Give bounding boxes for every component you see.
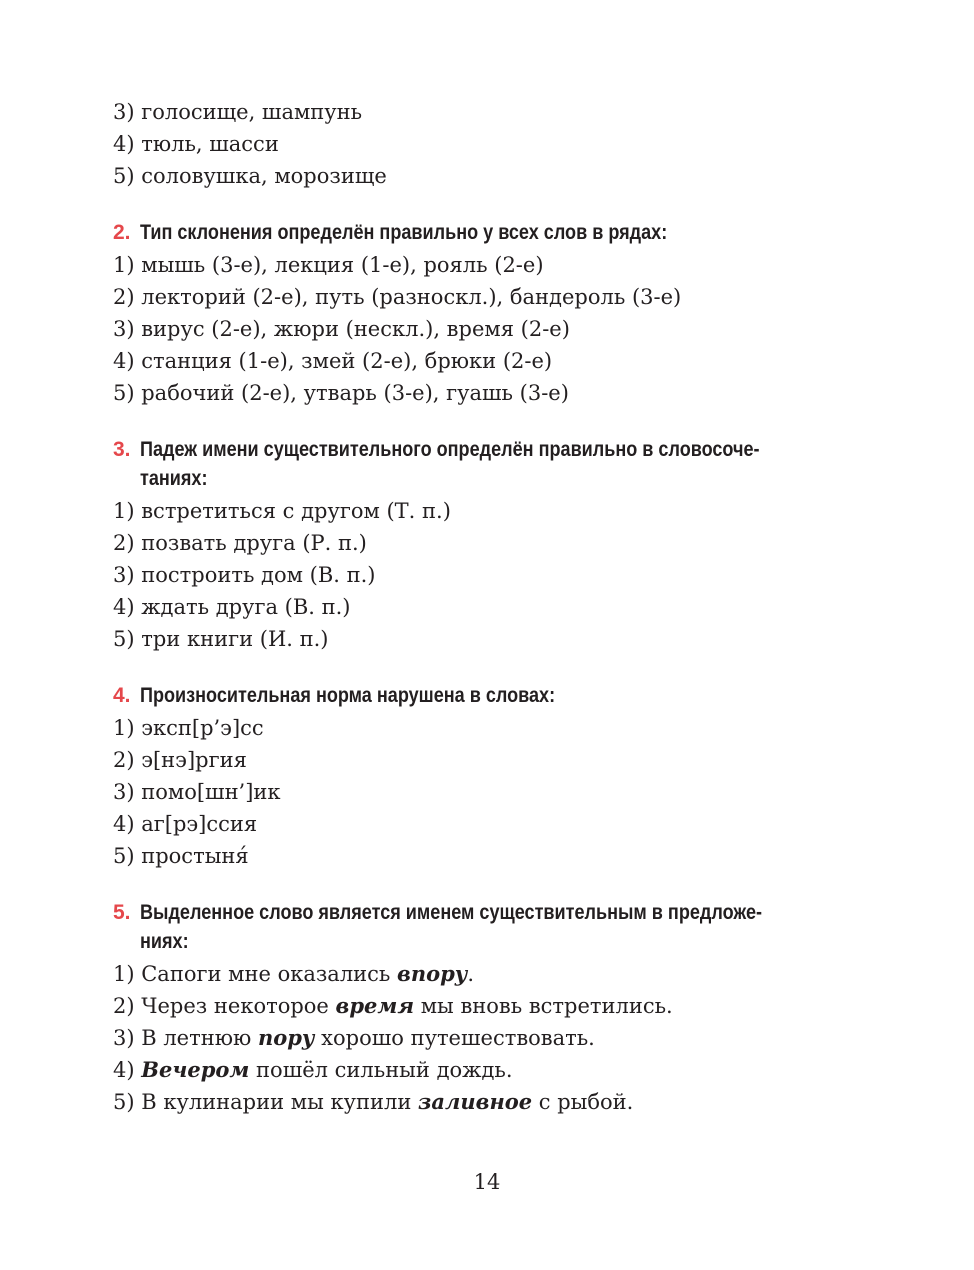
option-line: 1) мышь (3-е), лекция (1-е), рояль (2-е) [113, 253, 544, 277]
option-line: 3) голосище, шампунь [113, 100, 363, 124]
intro-options [113, 96, 893, 192]
option-line: 3) вирус (2-е), жюри (нескл.), время (2-е) [113, 317, 570, 341]
option-text: . [467, 962, 475, 986]
question-text: Выделенное слово является именем существительным в предложе-ниях: [140, 901, 763, 953]
option-text: 3) В летнюю [113, 1026, 258, 1050]
question-text: Падеж имени существительного определён правильно в словосоче-таниях: [140, 438, 760, 490]
option-text: пошёл сильный дождь. [249, 1058, 513, 1082]
question-heading [113, 218, 893, 247]
option-line: 3) построить дом (В. п.) [113, 563, 376, 587]
option-line: 2) позвать друга (Р. п.) [113, 531, 367, 555]
option-line: 5) простыня́ [113, 844, 249, 868]
option-line [113, 1022, 893, 1054]
question-5 [113, 898, 893, 1118]
option-line: 5) три книги (И. п.) [113, 627, 329, 651]
question-heading [113, 435, 893, 493]
option-line: 4) аг[рэ]ссия [113, 812, 258, 836]
question-2 [113, 218, 893, 409]
option-line: 1) эксп[р’э]сс [113, 716, 264, 740]
highlighted-word: пору [257, 1025, 315, 1050]
option-text: 2) Через некоторое [113, 994, 336, 1018]
option-text: мы вновь встретились. [414, 994, 673, 1018]
question-3 [113, 435, 893, 655]
option-line [113, 990, 893, 1022]
option-line: 5) рабочий (2-е), утварь (3-е), гуашь (3-е) [113, 381, 569, 405]
option-line: 4) ждать друга (В. п.) [113, 595, 351, 619]
question-number: 2. [113, 221, 131, 244]
question-number: 4. [113, 684, 131, 707]
option-line: 3) помо[шн’]ик [113, 780, 281, 804]
question-text: Произносительная норма нарушена в словах: [140, 684, 556, 707]
question-text: Тип склонения определён правильно у всех слов в рядах: [140, 221, 668, 244]
option-line [113, 1086, 893, 1118]
question-number: 3. [113, 438, 131, 461]
option-line: 1) встретиться с другом (Т. п.) [113, 499, 451, 523]
option-line [113, 958, 893, 990]
page-content [113, 96, 893, 1118]
option-text: 5) В кулинарии мы купили [113, 1090, 418, 1114]
option-line: 4) станция (1-е), змей (2-е), брюки (2-е) [113, 349, 553, 373]
option-text: 4) [113, 1058, 142, 1082]
highlighted-word: заливное [418, 1089, 533, 1114]
highlighted-word: впору [397, 961, 468, 986]
option-text: хорошо путешествовать. [314, 1026, 595, 1050]
option-line [113, 1054, 893, 1086]
option-line: 2) лекторий (2-е), путь (разноскл.), бандероль (3-е) [113, 285, 682, 309]
highlighted-word: время [335, 993, 415, 1018]
option-text: 1) Сапоги мне оказались [113, 962, 398, 986]
question-4 [113, 681, 893, 872]
option-line: 5) соловушка, морозище [113, 164, 387, 188]
option-text: с рыбой. [532, 1090, 634, 1114]
question-heading [113, 681, 893, 710]
highlighted-word: Вечером [141, 1057, 250, 1082]
question-heading [113, 898, 893, 956]
question-number: 5. [113, 901, 131, 924]
page-number: 14 [473, 1170, 501, 1194]
option-line: 2) э[нэ]ргия [113, 748, 247, 772]
option-line: 4) тюль, шасси [113, 132, 279, 156]
